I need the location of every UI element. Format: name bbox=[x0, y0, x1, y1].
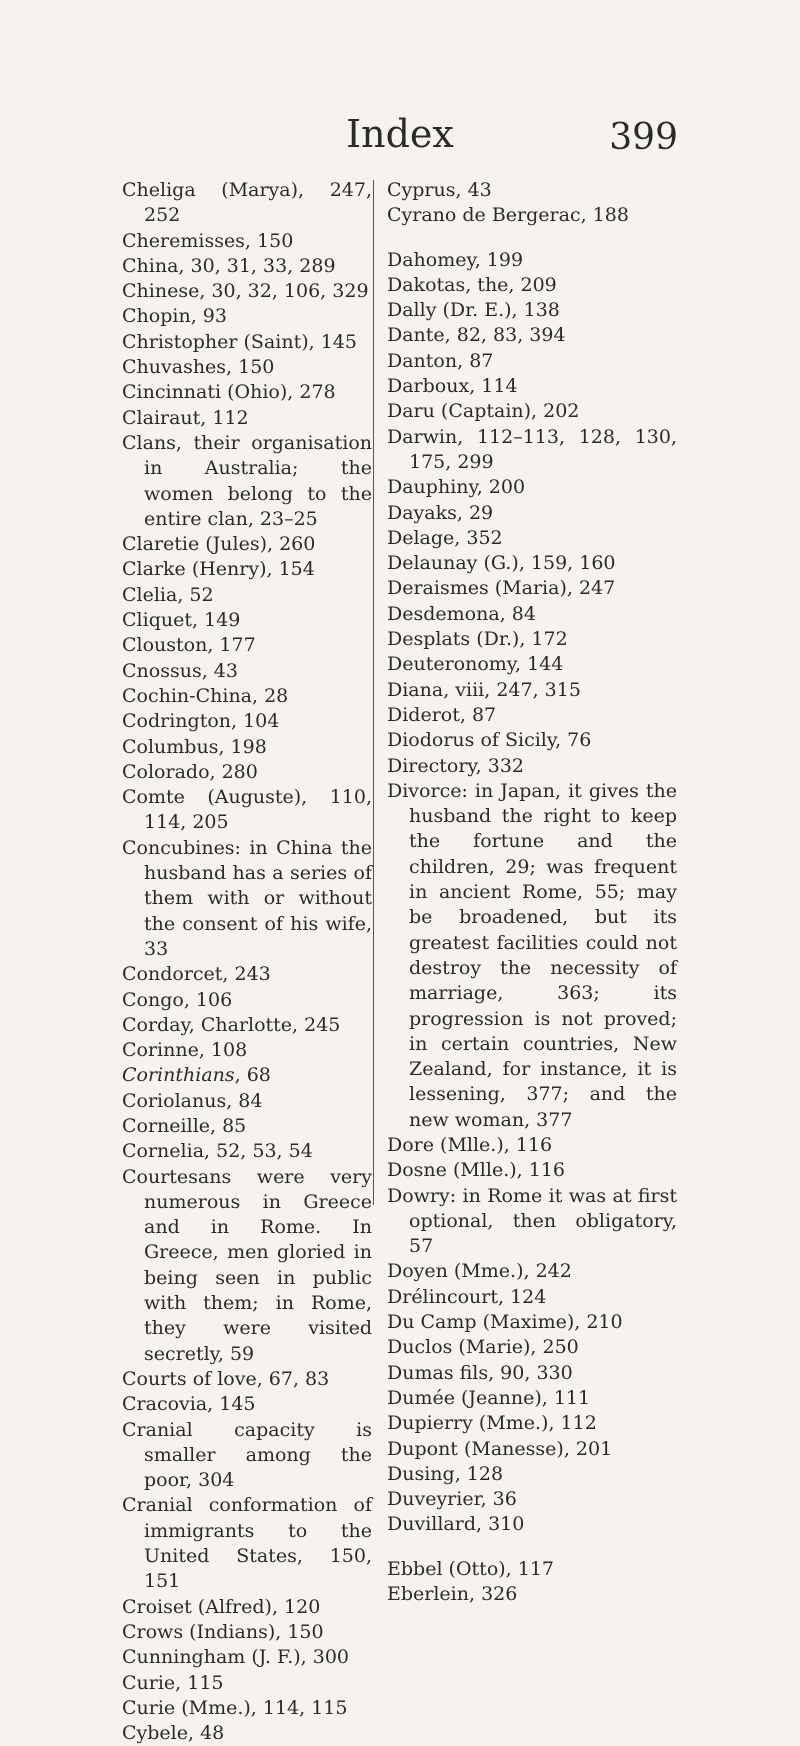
index-entry: Daru (Captain), 202 bbox=[387, 400, 580, 423]
index-entry: Cornelia, 52, 53, 54 bbox=[122, 1140, 313, 1163]
index-entry: Directory, 332 bbox=[387, 754, 524, 777]
index-entry: Dahomey, 199 bbox=[387, 248, 524, 271]
index-entry: Clouston, 177 bbox=[122, 634, 256, 657]
index-entry: Chinese, 30, 32, 106, 329 bbox=[122, 280, 369, 303]
index-entry: Corinne, 108 bbox=[122, 1039, 248, 1062]
index-entry: Codrington, 104 bbox=[122, 710, 280, 733]
index-entry: Cracovia, 145 bbox=[122, 1393, 256, 1416]
index-entry: Dante, 82, 83, 394 bbox=[387, 324, 566, 347]
index-entry: Duclos (Marie), 250 bbox=[387, 1336, 579, 1359]
index-entry: Desplats (Dr.), 172 bbox=[387, 628, 568, 651]
index-entry: Christopher (Saint), 145 bbox=[122, 330, 357, 353]
index-entry: Clarke (Henry), 154 bbox=[122, 558, 315, 581]
index-entry: Danton, 87 bbox=[387, 349, 494, 372]
index-entry: Condorcet, 243 bbox=[122, 963, 271, 986]
index-entry: Deuteronomy, 144 bbox=[387, 653, 564, 676]
index-entry: Diana, viii, 247, 315 bbox=[387, 678, 581, 701]
index-entry: Desdemona, 84 bbox=[387, 602, 536, 625]
index-entry: Dumée (Jeanne), 111 bbox=[387, 1386, 591, 1409]
index-entry: Courts of love, 67, 83 bbox=[122, 1367, 330, 1390]
index-entry: Dupont (Manesse), 201 bbox=[387, 1437, 613, 1460]
index-entry: Comte (Auguste), 110, 114, 205 bbox=[122, 786, 372, 834]
index-entry: Curie, 115 bbox=[122, 1671, 224, 1694]
index-entry: Dally (Dr. E.), 138 bbox=[387, 299, 560, 322]
index-entry: Doyen (Mme.), 242 bbox=[387, 1260, 572, 1283]
index-entry: Cyrano de Bergerac, 188 bbox=[387, 204, 629, 227]
index-entry: Clans, their organisation in Australia; the women belong to the entire clan, 23–25 bbox=[122, 431, 372, 530]
index-entry: Dumas fils, 90, 330 bbox=[387, 1361, 573, 1384]
index-entry: Courtesans were very numerous in Greece and in Rome. In Greece, men gloried in being seen in public with them; in Rome, they were visited secretly, 59 bbox=[122, 1165, 372, 1365]
index-column-left bbox=[122, 178, 372, 1746]
index-entry: Croiset (Alfred), 120 bbox=[122, 1595, 321, 1618]
index-entry: Duvillard, 310 bbox=[387, 1513, 525, 1536]
index-entry: Ebbel (Otto), 117 bbox=[387, 1557, 555, 1580]
index-entry: Claretie (Jules), 260 bbox=[122, 533, 316, 556]
index-entry: Dauphiny, 200 bbox=[387, 476, 526, 499]
index-entry: Crows (Indians), 150 bbox=[122, 1620, 324, 1643]
page-title: Index bbox=[346, 112, 454, 156]
index-entry: Cyprus, 43 bbox=[387, 179, 492, 201]
index-entry: Cybele, 48 bbox=[122, 1722, 225, 1745]
index-entry: Darboux, 114 bbox=[387, 375, 518, 398]
index-entry: Du Camp (Maxime), 210 bbox=[387, 1311, 623, 1334]
index-group-c bbox=[387, 178, 677, 229]
index-entry: Corday, Charlotte, 245 bbox=[122, 1013, 341, 1036]
index-entry: Cranial capacity is smaller among the poor, 304 bbox=[122, 1418, 372, 1492]
index-entry: Diodorus of Sicily, 76 bbox=[387, 729, 592, 752]
index-entry: Chopin, 93 bbox=[122, 305, 227, 328]
index-entry: Drélincourt, 124 bbox=[387, 1285, 547, 1308]
index-entry: Dusing, 128 bbox=[387, 1462, 504, 1485]
index-entry: Coriolanus, 84 bbox=[122, 1089, 263, 1112]
index-entry: Clelia, 52 bbox=[122, 583, 214, 606]
index-entry: Delage, 352 bbox=[387, 526, 503, 549]
index-column-right bbox=[387, 178, 677, 1607]
group-gap bbox=[387, 1538, 677, 1557]
index-entry: Dore (Mlle.), 116 bbox=[387, 1133, 553, 1156]
index-entry: Curie (Mme.), 114, 115 bbox=[122, 1696, 348, 1719]
index-entry: Clairaut, 112 bbox=[122, 406, 249, 429]
index-entry: Dupierry (Mme.), 112 bbox=[387, 1412, 597, 1435]
page-header bbox=[0, 112, 800, 172]
group-gap bbox=[387, 229, 677, 248]
index-entry: Dowry: in Rome it was at first optional, then obligatory, 57 bbox=[387, 1184, 677, 1258]
index-entry: Cheliga (Marya), 247, 252 bbox=[122, 179, 372, 227]
index-group-d bbox=[387, 248, 677, 1538]
index-entry: Columbus, 198 bbox=[122, 735, 267, 758]
page-number: 399 bbox=[609, 117, 678, 158]
index-entry: Concubines: in China the husband has a series of them with or without the consent of his wife, 33 bbox=[122, 836, 372, 960]
index-entry: Congo, 106 bbox=[122, 988, 233, 1011]
index-entry: Corinthians, 68 bbox=[122, 1064, 271, 1087]
index-entry: Diderot, 87 bbox=[387, 703, 497, 726]
index-entry: Darwin, 112–113, 128, 130, 175, 299 bbox=[387, 425, 677, 473]
index-entry: Cunningham (J. F.), 300 bbox=[122, 1646, 349, 1669]
index-entry: Cincinnati (Ohio), 278 bbox=[122, 381, 336, 404]
index-entry: Delaunay (G.), 159, 160 bbox=[387, 552, 616, 575]
index-entry: Colorado, 280 bbox=[122, 760, 258, 783]
index-entry: Cliquet, 149 bbox=[122, 609, 241, 632]
index-entry: Dakotas, the, 209 bbox=[387, 273, 557, 296]
index-entry: Corneille, 85 bbox=[122, 1114, 247, 1137]
index-entry: Eberlein, 326 bbox=[387, 1583, 518, 1606]
index-entry: Cheremisses, 150 bbox=[122, 229, 294, 252]
column-divider bbox=[373, 180, 374, 1205]
index-entry: Duveyrier, 36 bbox=[387, 1488, 517, 1511]
index-entry: Chuvashes, 150 bbox=[122, 356, 275, 379]
index-entry: Dosne (Mlle.), 116 bbox=[387, 1159, 566, 1182]
index-entry: Cnossus, 43 bbox=[122, 659, 238, 682]
italic-title: Corinthians bbox=[122, 1064, 235, 1087]
index-entry: Divorce: in Japan, it gives the husband the right to keep the fortune and the children, 29; was frequent in ancient Rome, 55; may be broadened, but its greatest facilities could not destroy the necessity of marriage, 363; its progression is not proved; in certain countries, New Zealand, for instance, it is lessening, 377; and the new woman, 377 bbox=[387, 779, 677, 1131]
index-entry: Cochin-China, 28 bbox=[122, 684, 289, 707]
index-group-e bbox=[387, 1557, 677, 1608]
index-entry: China, 30, 31, 33, 289 bbox=[122, 254, 336, 277]
index-entry: Cranial conformation of immigrants to the United States, 150, 151 bbox=[122, 1494, 372, 1593]
index-entry: Dayaks, 29 bbox=[387, 501, 494, 524]
index-entry: Deraismes (Maria), 247 bbox=[387, 577, 616, 600]
